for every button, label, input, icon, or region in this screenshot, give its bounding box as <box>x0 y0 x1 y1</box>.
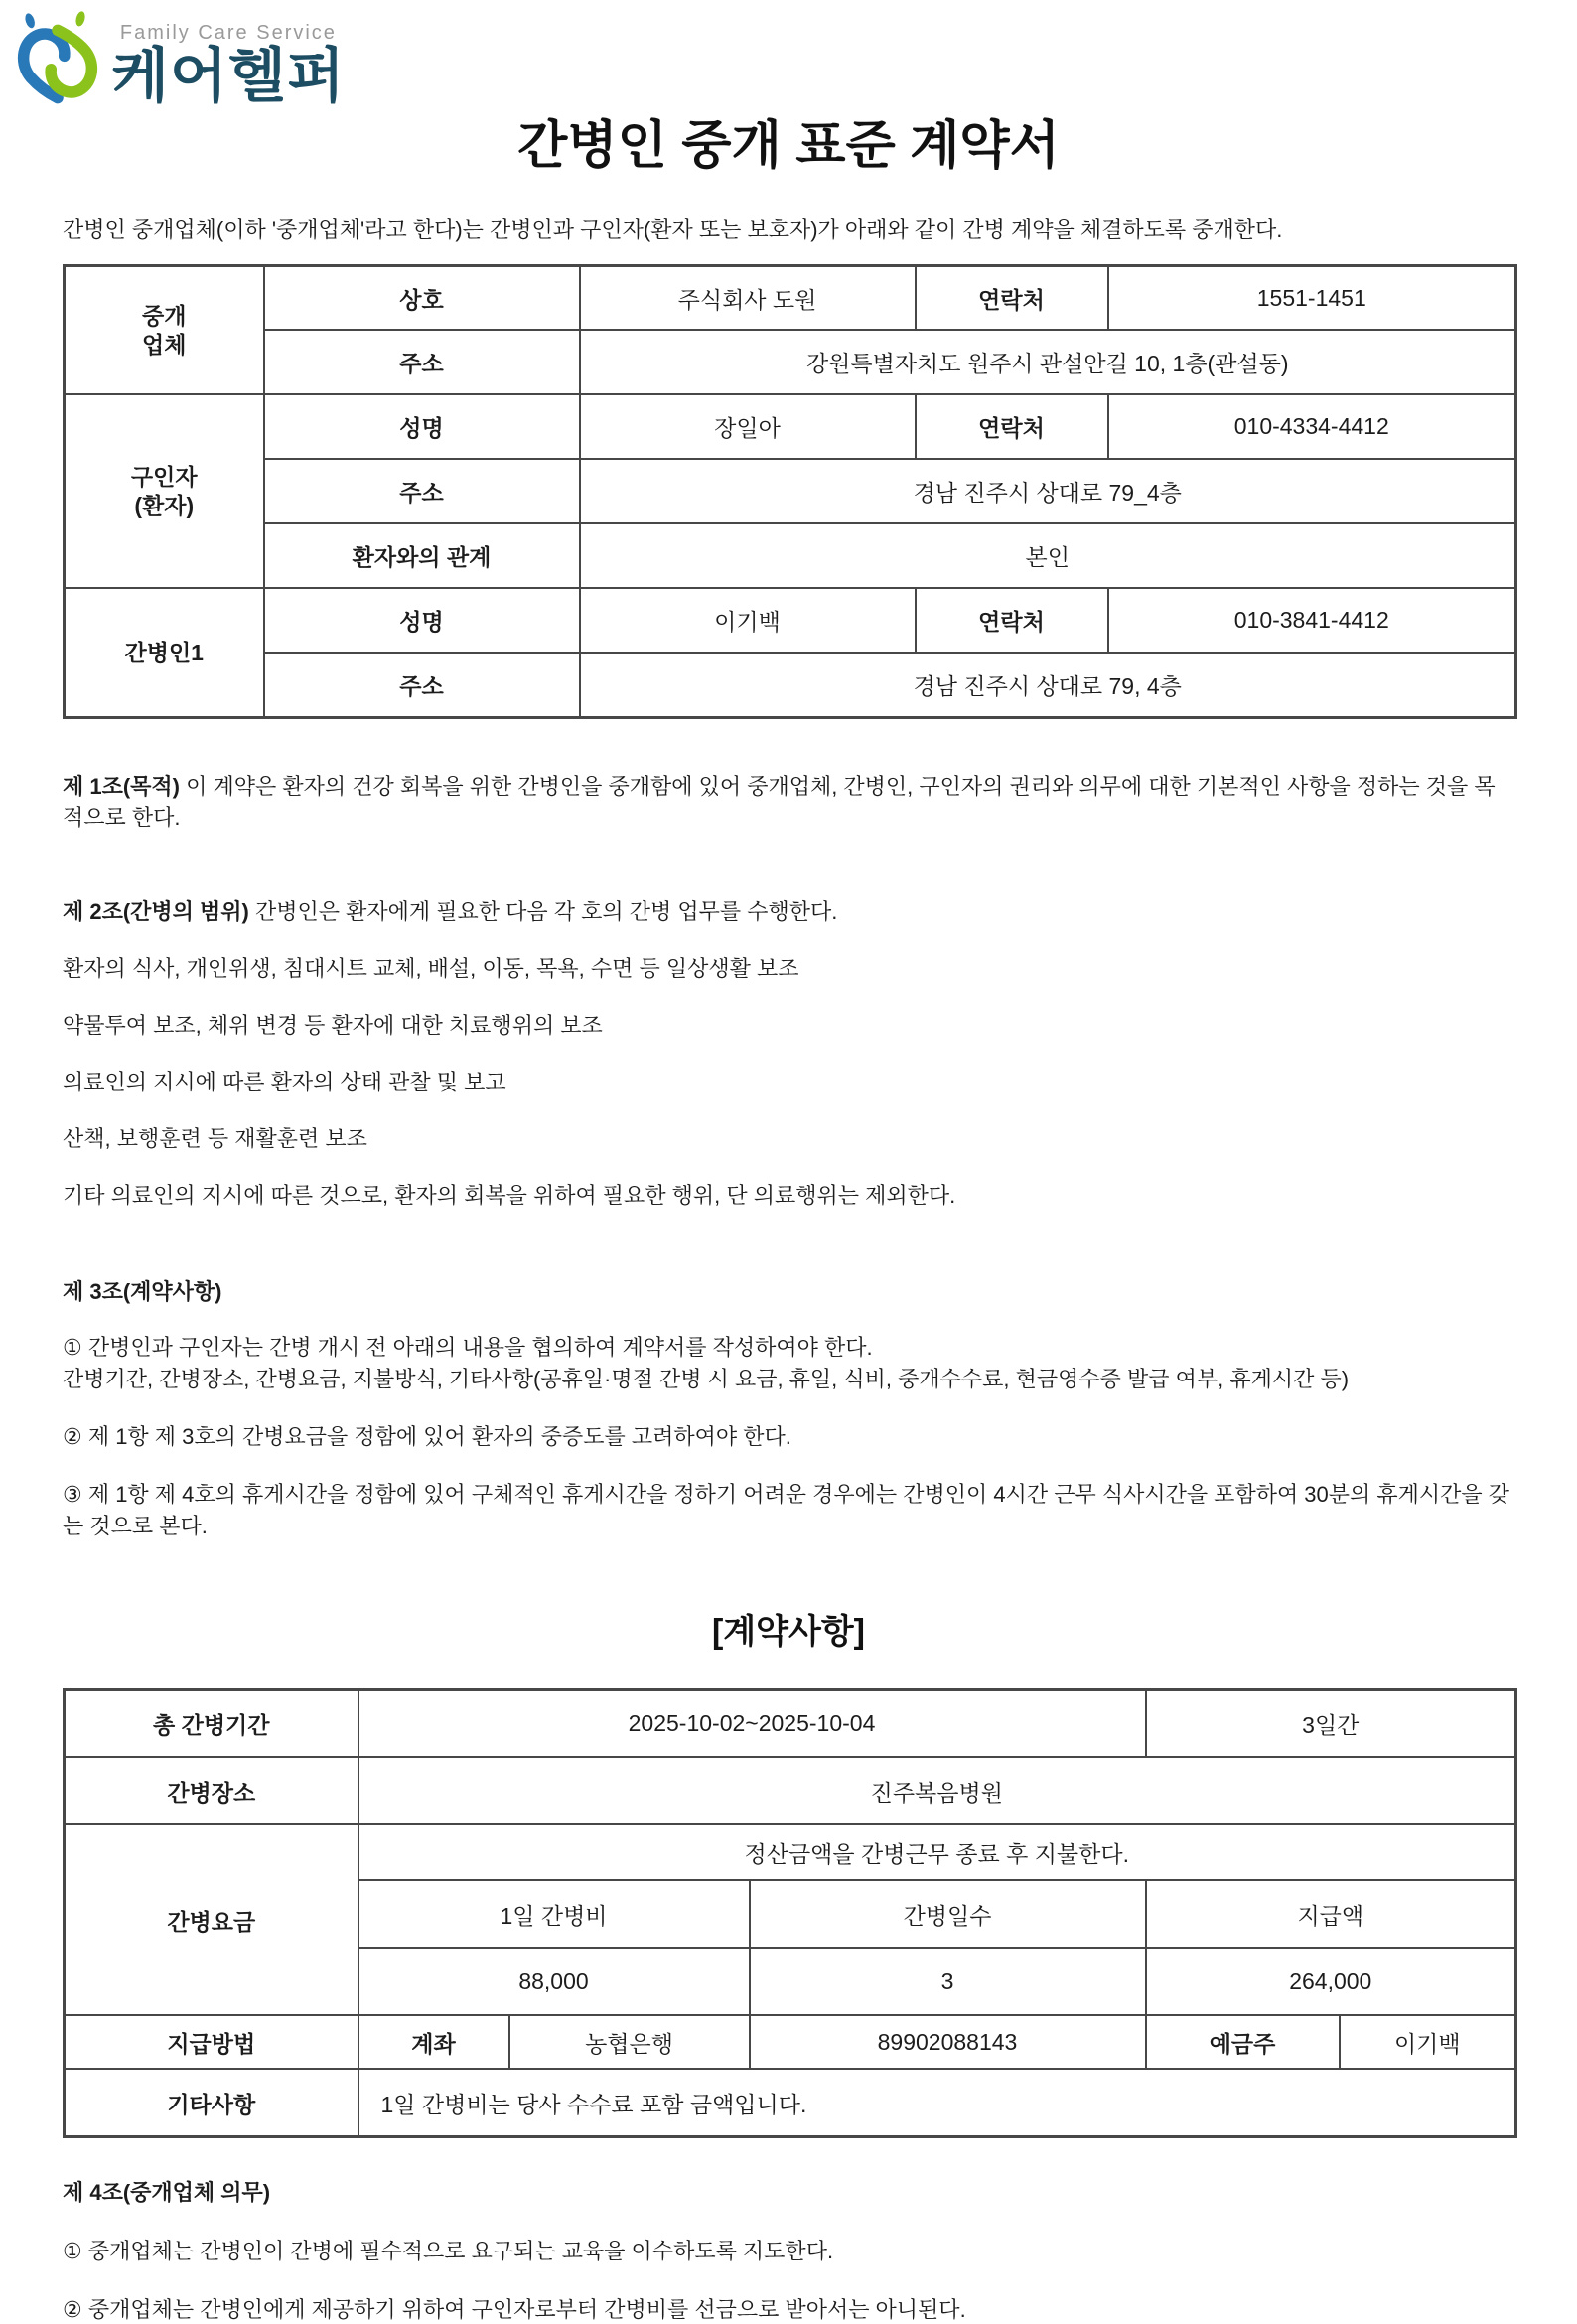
account-label: 계좌 <box>358 2015 509 2069</box>
account-number: 89902088143 <box>750 2015 1146 2069</box>
logo-tagline: Family Care Service <box>119 22 337 44</box>
fee-header-days: 간병일수 <box>750 1880 1146 1948</box>
group-label-line: 업체 <box>142 331 187 358</box>
fee-group-label: 간병요금 <box>65 1824 358 2015</box>
field-label: 지급방법 <box>65 2015 358 2069</box>
fee-header-daily: 1일 간병비 <box>358 1880 750 1948</box>
article-3-clause-1 <box>63 1332 1514 1395</box>
careheper-logo <box>10 8 346 119</box>
field-value: 이기백 <box>580 588 916 653</box>
page-title: 간병인 중개 표준 계약서 <box>517 117 1060 175</box>
field-value: 경남 진주시 상대로 79_4층 <box>580 459 1516 523</box>
document-body <box>0 216 1577 2324</box>
field-label: 간병장소 <box>65 1757 358 1824</box>
party-group-client <box>65 394 264 588</box>
table-row <box>65 2069 1516 2136</box>
table-row <box>65 523 1516 588</box>
table-row <box>65 1689 1516 1757</box>
field-label: 연락처 <box>916 265 1108 330</box>
field-label: 주소 <box>264 653 580 717</box>
article-3-clause-2: ② 제 1항 제 3호의 간병요금을 정함에 있어 환자의 중증도를 고려하여야 한다. <box>63 1424 791 1450</box>
table-row <box>65 394 1516 459</box>
table-row <box>65 2015 1516 2069</box>
field-label: 성명 <box>264 394 580 459</box>
field-value: 010-4334-4412 <box>1108 394 1516 459</box>
care-scope-item: 산책, 보행훈련 등 재활훈련 보조 <box>63 1126 367 1152</box>
table-row <box>65 459 1516 523</box>
field-value: 본인 <box>580 523 1516 588</box>
fee-total-value: 264,000 <box>1146 1948 1516 2015</box>
etc-note: 1일 간병비는 당사 수수료 포함 금액입니다. <box>358 2069 1516 2136</box>
table-row <box>65 265 1516 330</box>
heart-logo-icon <box>10 8 105 119</box>
field-label: 총 간병기간 <box>65 1689 358 1757</box>
contract-details-heading: [계약사항] <box>711 1612 866 1651</box>
article-3-clause-3: ③ 제 1항 제 4호의 휴게시간을 정함에 있어 구체적인 휴게시간을 정하기 어려운 경우에는 간병인이 4시간 근무 식사시간을 포함하여 30분의 휴게시간을 갖는 것으로 본다. <box>63 1482 1510 1539</box>
article-4-title: 제 4조(중개업체 의무) <box>63 2179 271 2205</box>
care-scope-item: 환자의 식사, 개인위생, 침대시트 교체, 배설, 이동, 목욕, 수면 등 일상생활 보조 <box>63 956 799 982</box>
clause-text: 간병기간, 간병장소, 간병요금, 지불방식, 기타사항(공휴일·명절 간병 시 요금, 휴일, 식비, 중개수수료, 현금영수증 발급 여부, 휴게시간 등) <box>63 1367 1350 1392</box>
contract-details-table <box>63 1688 1517 2138</box>
article-2-title: 제 2조(간병의 범위) <box>63 898 249 924</box>
document-header <box>0 0 1577 184</box>
article-2 <box>63 896 1514 928</box>
holder-name: 이기백 <box>1340 2015 1516 2069</box>
field-value: 강원특별자치도 원주시 관설안길 10, 1층(관설동) <box>580 330 1516 394</box>
field-label: 기타사항 <box>65 2069 358 2136</box>
table-row <box>65 1824 1516 1880</box>
field-label: 주소 <box>264 330 580 394</box>
article-4-clause-2: ② 중개업체는 간병인에게 제공하기 위하여 구인자로부터 간병비를 선금으로 받아서는 아니된다. <box>63 2296 966 2322</box>
parties-table <box>63 264 1517 719</box>
field-value: 주식회사 도원 <box>580 265 916 330</box>
intro-paragraph: 간병인 중개업체(이하 '중개업체'라고 한다)는 간병인과 구인자(환자 또는 보호자)가 아래와 같이 간병 계약을 체결하도록 중개한다. <box>63 218 1283 242</box>
field-label: 상호 <box>264 265 580 330</box>
care-scope-item: 의료인의 지시에 따른 환자의 상태 관찰 및 보고 <box>63 1070 506 1095</box>
care-scope-item: 기타 의료인의 지시에 따른 것으로, 환자의 회복을 위하여 필요한 행위, 단 의료행위는 제외한다. <box>63 1183 956 1209</box>
clause-text: ① 간병인과 구인자는 간병 개시 전 아래의 내용을 협의하여 계약서를 작성하여야 한다. <box>63 1335 873 1361</box>
party-group-caregiver <box>65 588 264 717</box>
care-days-value: 3일간 <box>1146 1689 1516 1757</box>
table-row <box>65 1757 1516 1824</box>
fee-header-total: 지급액 <box>1146 1880 1516 1948</box>
field-label: 연락처 <box>916 588 1108 653</box>
field-value: 010-3841-4412 <box>1108 588 1516 653</box>
field-label: 주소 <box>264 459 580 523</box>
article-1 <box>63 771 1514 834</box>
group-label-line: 간병인1 <box>124 639 204 665</box>
party-group-agency <box>65 265 264 394</box>
group-label-line: 중개 <box>142 302 187 329</box>
table-row <box>65 330 1516 394</box>
care-place-value: 진주복음병원 <box>358 1757 1516 1824</box>
fee-daily-value: 88,000 <box>358 1948 750 2015</box>
fee-days-value: 3 <box>750 1948 1146 2015</box>
table-row <box>65 653 1516 717</box>
logo-text <box>111 22 346 109</box>
bank-name: 농협은행 <box>509 2015 750 2069</box>
article-1-body: 이 계약은 환자의 건강 회복을 위한 간병인을 중개함에 있어 중개업체, 간병인, 구인자의 권리와 의무에 대한 기본적인 사항을 정하는 것을 목적으로 한다. <box>63 773 1496 830</box>
article-1-title: 제 1조(목적) <box>63 773 181 799</box>
care-period-value: 2025-10-02~2025-10-04 <box>358 1689 1146 1757</box>
field-value: 경남 진주시 상대로 79, 4층 <box>580 653 1516 717</box>
care-scope-item: 약물투여 보조, 체위 변경 등 환자에 대한 치료행위의 보조 <box>63 1013 603 1039</box>
field-label: 환자와의 관계 <box>264 523 580 588</box>
article-3-title: 제 3조(계약사항) <box>63 1279 222 1305</box>
group-label-line: (환자) <box>134 492 195 518</box>
fee-note: 정산금액을 간병근무 종료 후 지불한다. <box>358 1824 1516 1880</box>
article-4-clause-1: ① 중개업체는 간병인이 간병에 필수적으로 요구되는 교육을 이수하도록 지도한다. <box>63 2238 834 2263</box>
field-label: 성명 <box>264 588 580 653</box>
logo-brand: 케어헬퍼 <box>111 43 346 109</box>
field-label: 연락처 <box>916 394 1108 459</box>
field-value: 1551-1451 <box>1108 265 1516 330</box>
group-label-line: 구인자 <box>130 464 198 491</box>
table-row <box>65 588 1516 653</box>
field-value: 장일아 <box>580 394 916 459</box>
article-2-body: 간병인은 환자에게 필요한 다음 각 호의 간병 업무를 수행한다. <box>248 898 838 924</box>
holder-label: 예금주 <box>1146 2015 1340 2069</box>
